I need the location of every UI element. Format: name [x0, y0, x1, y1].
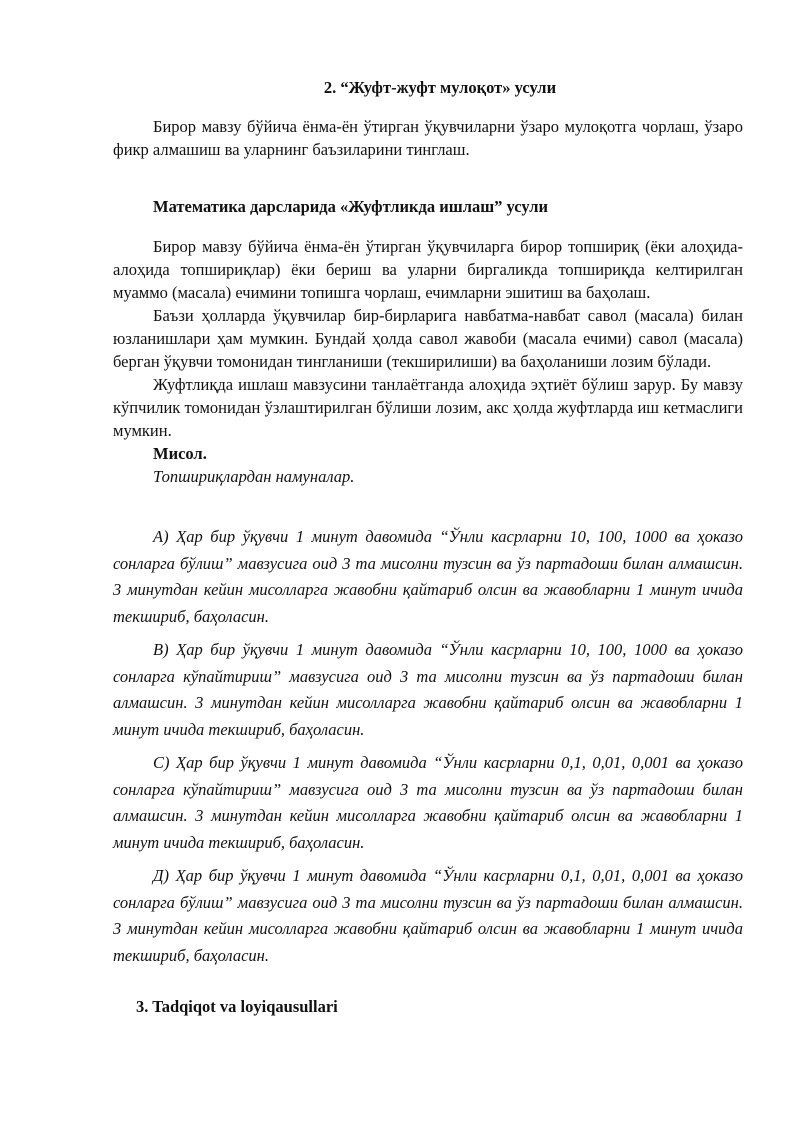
- task-item: А) Ҳар бир ўқувчи 1 минут давомида “Ўнли касрларни 10, 100, 1000 ва ҳоказо сонларга бўлиш” мавзусига оид 3 та мисолни тузсин ва ўз партадоши билан алмашсин. 3 минутдан кейин мисолларга жавобни қайтариб олсин ва жавобларни 1 минут ичида текшириб, баҳоласин.: [113, 527, 743, 626]
- math-method-heading: Математика дарсларида «Жуфтликда ишлаш” усули: [153, 197, 548, 216]
- example-subtitle: Топшириқлардан намуналар.: [153, 467, 355, 486]
- paragraph: Бирор мавзу бўйича ёнма-ён ўтирган ўқувчиларга бирор топшириқ (ёки алоҳида-алоҳида топшириқлар) ёки бериш ва уларни биргаликда топшириқда келтирилган муаммо (масала) ечимини топишга чорлаш, ечимларни эшитиш ва баҳолаш.: [113, 237, 743, 302]
- section-3-heading: 3. Tadqiqot va loyiqausullari: [136, 997, 338, 1016]
- math-method-body: [113, 235, 743, 488]
- task-item: В) Ҳар бир ўқувчи 1 минут давомида “Ўнли касрларни 10, 100, 1000 ва ҳоказо сонларга кўпайтириш” мавзусига оид 3 та мисолни тузсин ва ўз партадоши билан алмашсин. 3 минутдан кейин мисолларга жавобни қайтариб олсин ва жавобларни 1 минут ичида текшириб, баҳоласин.: [113, 640, 743, 739]
- task-item: С) Ҳар бир ўқувчи 1 минут давомида “Ўнли касрларни 0,1, 0,01, 0,001 ва ҳоказо сонларга кўпайтириш” мавзусига оид 3 та мисолни тузсин ва ўз партадоши билан алмашсин. 3 минутдан кейин мисолларга жавобни қайтариб олсин ва жавобларни 1 минут ичида текшириб, баҳоласин.: [113, 753, 743, 852]
- paragraph: Баъзи ҳолларда ўқувчилар бир-бирларига навбатма-навбат савол (масала) билан юзланишлари ҳам мумкин. Бундай ҳолда савол жавоби (масала ечими) савол (масала) берган ўқувчи томонидан тингланиши (текширилиши) ва баҳоланиши лозим бўлади.: [113, 306, 743, 371]
- paragraph: Жуфтлиқда ишлаш мавзусини танлаётганда алоҳида эҳтиёт бўлиш зарур. Бу мавзу кўпчилик томонидан ўзлаштирилган бўлиши лозим, акс ҳолда жуфтларда иш кетмаслиги мумкин.: [113, 375, 743, 440]
- section-2-heading: 2. “Жуфт-жуфт мулоқот» усули: [323, 78, 557, 97]
- section-2-intro-block: [113, 115, 743, 161]
- example-label: Мисол.: [153, 444, 207, 463]
- section-2-intro: Бирор мавзу бўйича ёнма-ён ўтирган ўқувчиларни ўзаро мулоқотга чорлаш, ўзаро фикр алмашиш ва уларнинг баъзиларини тинглаш.: [113, 117, 743, 159]
- task-item: Д) Ҳар бир ўқувчи 1 минут давомида “Ўнли касрларни 0,1, 0,01, 0,001 ва ҳоказо сонларга бўлиш” мавзусига оид 3 та мисолни тузсин ва ўз партадоши билан алмашсин. 3 минутдан кейин мисолларга жавобни қайтариб олсин ва жавобларни 1 минут ичида текшириб, баҳоласин.: [113, 866, 743, 965]
- task-list: [113, 524, 743, 976]
